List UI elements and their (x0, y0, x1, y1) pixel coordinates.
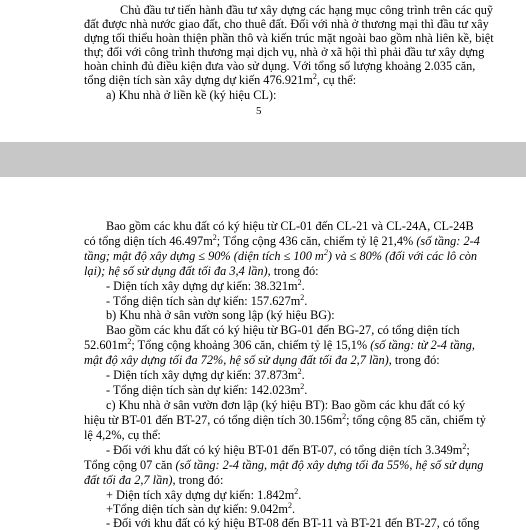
bg-floor-area: - Tổng diện tích sàn dự kiến: $142.023m^2$. (106, 381, 308, 397)
total-area-line: tổng diện tích sàn xây dựng dự kiến $476.921m^2$, cụ thể: (84, 71, 357, 87)
paragraph-line: đất được nhà nước giao đất, cho thuê đất. Đối với nhà ở thương mại thì đầu tư xây (84, 17, 489, 31)
bt-line: hiệu từ BT-01 đến BT-27, có tổng diện tích $30.156m^2$; tổng cộng 85 căn, chiếm tỷ (84, 411, 486, 427)
paragraph-line: Chủ đầu tư tiến hành đầu tư xây dựng các hạng mục công trình trên các quỹ (120, 3, 494, 17)
cl-line: Bao gồm các khu đất có ký hiệu từ CL-01 đến CL-21 và CL-24A, CL-24B (106, 219, 474, 233)
bg-build-area: - Diện tích xây dựng dự kiến: $37.873m^2$. (106, 366, 305, 382)
cl-line: tầng; mật độ xây dựng ≤ 90% (diện tích ≤ 100 $m^2$) và ≤ 80% (đối với các lô còn (84, 247, 478, 263)
document-page-top (0, 0, 526, 142)
paragraph-line: thự; đối với công trình thương mại dịch vụ, nhà ở xã hội thì phải đầu tư xây dựng (84, 45, 485, 59)
bt07-floor-area: +Tổng diện tích sàn dự kiến: $9.042m^2$. (106, 500, 296, 516)
paragraph-line: dựng tối thiểu hoàn thiện phần thô và kiến trúc mặt ngoài bao gồm nhà liên kề, biệt (84, 31, 494, 45)
bt07-line: Tổng cộng 07 căn (số tầng: 2-4 tầng, mật độ xây dựng tối đa 55%, hệ số sử dụng (84, 458, 484, 472)
subheading-cl: a) Khu nhà ở liền kề (ký hiệu CL): (106, 88, 277, 102)
bt07-build-area: + Diện tích xây dựng dự kiến: $1.842m^2$. (106, 486, 302, 502)
cl-floor-area: - Tổng diện tích sàn dự kiến: $157.627m^2$. (106, 292, 308, 308)
bt07-line: đất tối đa 2,7 lần), trong đó: (84, 473, 224, 487)
subheading-bg: b) Khu nhà ở sân vườn song lập (ký hiệu BG): (106, 308, 335, 322)
page-number: 5 (256, 105, 262, 117)
bt-line: c) Khu nhà ở sân vườn đơn lập (ký hiệu BT): Bao gồm các khu đất có ký (106, 398, 466, 412)
cl-line: có tổng diện tích $46.497m^2$; Tổng cộng 436 căn, chiếm tỷ lệ 21,4% (số tầng: 2-4 (84, 232, 480, 248)
document-page-bottom (0, 177, 526, 530)
bt07-line: - Đối với khu đất có ký hiệu BT-01 đến BT-07, có tổng diện tích $3.349m^2$; (106, 441, 470, 457)
bg-line: $52.601m^2$; Tổng cộng khoảng 306 căn, chiếm tỷ lệ 15,1% (số tầng: từ 2-4 tầng, (84, 336, 475, 352)
bg-line: Bao gồm các khu đất có ký hiệu từ BG-01 đến BG-27, có tổng diện tích (106, 323, 460, 337)
bt08-line: - Đối với khu đất có ký hiệu BT-08 đến BT-11 và BT-21 đến BT-27, có tổng (106, 516, 480, 530)
paragraph-line: hoàn chỉnh đủ điều kiện đưa vào sử dụng. Với tổng số lượng khoảng 2.035 căn, (84, 59, 476, 73)
bt-line: lệ 4,2%, cụ thể: (84, 428, 161, 442)
bg-line: mật độ xây dựng tối đa 72%, hệ số sử dụng đất tối đa 2,7 lần), trong đó: (84, 353, 440, 367)
cl-build-area: - Diện tích xây dựng dự kiến: $38.321m^2$. (106, 277, 305, 293)
page-separator (0, 142, 526, 177)
cl-line: lại); hệ số sử dụng đất tối đa 3,4 lần), trong đó: (84, 264, 319, 278)
